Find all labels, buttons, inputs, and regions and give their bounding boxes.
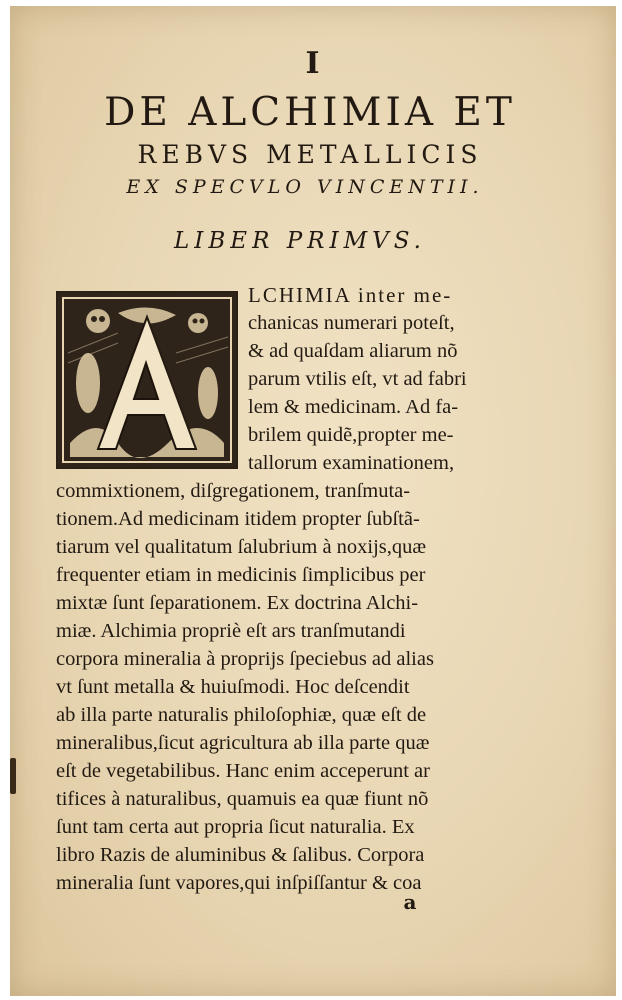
text-line: lem & medicinam. Ad fa- [248, 396, 459, 418]
text-line: tallorum examinationem, [248, 452, 455, 474]
text-line: ſunt tam certa aut propria ſicut naturalia. Ex [56, 816, 415, 838]
text-line: & ad quaſdam aliarum nõ [248, 340, 458, 362]
ink-smudge [10, 758, 16, 794]
text-line: eſt de vegetabilibus. Hanc enim acceperunt ar [56, 760, 430, 782]
text-line: mineralia ſunt vapores,qui inſpiſſantur & coa [56, 872, 422, 894]
book-page [10, 6, 616, 996]
decorated-initial-illustration [58, 293, 236, 467]
title-line-1: DE ALCHIMIA ET [104, 90, 516, 135]
text-line: mixtæ ſunt ſeparationem. Ex doctrina Alchi- [56, 592, 419, 614]
title-line-2: REBVS METALLICIS [137, 140, 483, 169]
text-line: frequenter etiam in medicinis ſimplicibus per [56, 564, 426, 586]
text-line: tionem.Ad medicinam itidem propter ſubſtã- [56, 508, 420, 530]
text-line: parum vtilis eſt, vt ad fabri [248, 368, 467, 390]
title-line-3: EX SPECVLO VINCENTII. [126, 176, 484, 198]
text-line: tifices à naturalibus, quamuis ea quæ fiunt nõ [56, 788, 429, 810]
page-folio: I [305, 46, 321, 81]
text-line: brilem quidẽ,propter me- [248, 424, 454, 446]
text-line: corpora mineralia à proprijs ſpeciebus ad alias [56, 648, 434, 670]
text-line: LCHIMIA inter me- [248, 283, 453, 307]
text-line: tiarum vel qualitatum ſalubrium à noxijs,quæ [56, 536, 427, 558]
text-line: libro Razis de aluminibus & ſalibus. Corpora [56, 844, 425, 866]
book-heading: LIBER PRIMVS. [174, 228, 426, 254]
text-line: chanicas numerari poteſt, [248, 312, 455, 334]
text-line: commixtionem, diſgregationem, tranſmuta- [56, 480, 411, 502]
text-line: mineralibus,ſicut agricultura ab illa parte quæ [56, 732, 430, 754]
text-line: miæ. Alchimia propriè eſt ars tranſmutandi [56, 620, 406, 642]
text-line: vt ſunt metalla & huiuſmodi. Hoc deſcendit [56, 676, 410, 698]
catchword: a [403, 890, 417, 914]
text-line: ab illa parte naturalis philoſophiæ, quæ eſt de [56, 704, 427, 726]
decorated-initial [56, 291, 238, 469]
